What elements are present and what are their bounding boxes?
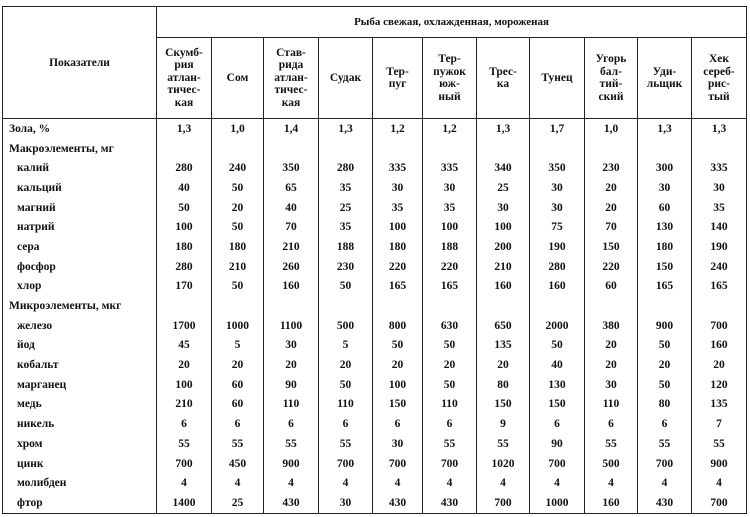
table-cell bbox=[373, 139, 423, 159]
table-cell: 430 bbox=[423, 493, 477, 513]
column-header: Судак bbox=[319, 38, 373, 119]
table-cell bbox=[212, 139, 264, 159]
table-cell: 20 bbox=[585, 198, 638, 218]
table-cell: 335 bbox=[692, 158, 747, 178]
table-cell bbox=[638, 139, 692, 159]
table-cell: 188 bbox=[423, 237, 477, 257]
table-cell: 900 bbox=[264, 454, 319, 474]
section-row bbox=[3, 296, 747, 316]
table-cell: 700 bbox=[373, 454, 423, 474]
table-cell: 180 bbox=[212, 237, 264, 257]
table-cell: 150 bbox=[373, 395, 423, 415]
table-cell: 180 bbox=[638, 237, 692, 257]
table-cell: 1700 bbox=[157, 316, 212, 336]
table-cell: 450 bbox=[212, 454, 264, 474]
table-cell: 30 bbox=[530, 198, 585, 218]
table-cell: 160 bbox=[530, 277, 585, 297]
table-cell: 40 bbox=[157, 178, 212, 198]
row-label: марганец bbox=[3, 375, 157, 395]
table-cell: 130 bbox=[638, 217, 692, 237]
row-label: железо bbox=[3, 316, 157, 336]
table-cell: 700 bbox=[638, 454, 692, 474]
table-cell: 1020 bbox=[477, 454, 530, 474]
section-label: Микроэлементы, мкг bbox=[3, 296, 157, 316]
table-cell bbox=[692, 296, 747, 316]
table-cell: 100 bbox=[157, 217, 212, 237]
section-row bbox=[3, 119, 747, 139]
table-cell: 220 bbox=[585, 257, 638, 277]
table-row bbox=[3, 414, 747, 434]
table-cell: 4 bbox=[585, 473, 638, 493]
table-cell: 30 bbox=[423, 178, 477, 198]
table-cell: 75 bbox=[530, 217, 585, 237]
table-cell: 50 bbox=[638, 336, 692, 356]
table-cell: 50 bbox=[319, 375, 373, 395]
table-row bbox=[3, 454, 747, 474]
header-indicators: Показатели bbox=[3, 7, 157, 119]
table-cell: 150 bbox=[477, 395, 530, 415]
table-cell: 165 bbox=[373, 277, 423, 297]
table-cell: 50 bbox=[373, 336, 423, 356]
table-cell: 700 bbox=[319, 454, 373, 474]
table-cell: 135 bbox=[692, 395, 747, 415]
table-cell: 70 bbox=[585, 217, 638, 237]
table-cell bbox=[423, 139, 477, 159]
table-cell: 160 bbox=[264, 277, 319, 297]
table-cell: 6 bbox=[212, 414, 264, 434]
table-cell bbox=[638, 296, 692, 316]
table-cell: 60 bbox=[638, 198, 692, 218]
table-cell: 20 bbox=[319, 355, 373, 375]
section-label: Макроэлементы, мг bbox=[3, 139, 157, 159]
table-cell: 50 bbox=[423, 336, 477, 356]
table-cell: 500 bbox=[585, 454, 638, 474]
table-cell: 50 bbox=[423, 375, 477, 395]
table-cell: 110 bbox=[319, 395, 373, 415]
table-cell: 210 bbox=[157, 395, 212, 415]
row-label: медь bbox=[3, 395, 157, 415]
table-cell: 20 bbox=[477, 355, 530, 375]
table-cell: 220 bbox=[373, 257, 423, 277]
table-cell: 4 bbox=[423, 473, 477, 493]
table-cell: 6 bbox=[373, 414, 423, 434]
table-row bbox=[3, 355, 747, 375]
table-cell: 350 bbox=[264, 158, 319, 178]
table-body bbox=[3, 119, 747, 514]
table-cell: 190 bbox=[530, 237, 585, 257]
table-cell: 6 bbox=[157, 414, 212, 434]
row-label: кобальт bbox=[3, 355, 157, 375]
table-cell: 120 bbox=[692, 375, 747, 395]
table-row bbox=[3, 257, 747, 277]
table-cell: 60 bbox=[212, 375, 264, 395]
column-header: Скумб- рия атлан- тичес- кая bbox=[157, 38, 212, 119]
table-cell: 6 bbox=[530, 414, 585, 434]
table-cell: 6 bbox=[585, 414, 638, 434]
table-cell: 100 bbox=[477, 217, 530, 237]
table-cell: 430 bbox=[638, 493, 692, 513]
table-cell: 280 bbox=[530, 257, 585, 277]
table-cell: 210 bbox=[264, 237, 319, 257]
table-cell: 50 bbox=[157, 198, 212, 218]
section-label: Зола, % bbox=[3, 119, 157, 139]
table-cell: 20 bbox=[212, 355, 264, 375]
table-row bbox=[3, 473, 747, 493]
column-header: Став- рида атлан- тичес- кая bbox=[264, 38, 319, 119]
table-cell: 165 bbox=[423, 277, 477, 297]
table-cell: 430 bbox=[264, 493, 319, 513]
table-cell: 40 bbox=[530, 355, 585, 375]
table-cell: 350 bbox=[530, 158, 585, 178]
table-cell: 1,0 bbox=[585, 119, 638, 139]
table-cell: 50 bbox=[530, 336, 585, 356]
table-cell: 90 bbox=[264, 375, 319, 395]
column-header: Трес- ка bbox=[477, 38, 530, 119]
table-cell: 30 bbox=[638, 178, 692, 198]
table-cell: 80 bbox=[477, 375, 530, 395]
table-cell: 30 bbox=[585, 375, 638, 395]
row-label: йод bbox=[3, 336, 157, 356]
table-cell bbox=[264, 296, 319, 316]
table-cell: 65 bbox=[264, 178, 319, 198]
table-cell: 20 bbox=[212, 198, 264, 218]
row-label: фосфор bbox=[3, 257, 157, 277]
table-cell: 1,3 bbox=[692, 119, 747, 139]
table-cell: 55 bbox=[212, 434, 264, 454]
row-label: хром bbox=[3, 434, 157, 454]
table-row bbox=[3, 217, 747, 237]
table-cell: 1000 bbox=[530, 493, 585, 513]
table-cell bbox=[212, 296, 264, 316]
table-cell: 700 bbox=[530, 454, 585, 474]
table-cell: 1,2 bbox=[423, 119, 477, 139]
table-cell: 1400 bbox=[157, 493, 212, 513]
table-cell: 60 bbox=[585, 277, 638, 297]
table-cell bbox=[373, 296, 423, 316]
table-cell: 110 bbox=[423, 395, 477, 415]
table-cell: 20 bbox=[585, 336, 638, 356]
table-cell: 5 bbox=[319, 336, 373, 356]
table-cell: 800 bbox=[373, 316, 423, 336]
table-row bbox=[3, 395, 747, 415]
table-cell: 700 bbox=[157, 454, 212, 474]
table-cell: 230 bbox=[319, 257, 373, 277]
table-cell: 4 bbox=[157, 473, 212, 493]
table-cell bbox=[477, 296, 530, 316]
table-cell: 1,7 bbox=[530, 119, 585, 139]
table-cell: 1,0 bbox=[212, 119, 264, 139]
table-row bbox=[3, 316, 747, 336]
table-cell: 180 bbox=[373, 237, 423, 257]
table-cell bbox=[477, 139, 530, 159]
table-row bbox=[3, 375, 747, 395]
table-cell: 1,3 bbox=[319, 119, 373, 139]
table-cell: 160 bbox=[477, 277, 530, 297]
column-header: Тунец bbox=[530, 38, 585, 119]
table-cell: 50 bbox=[212, 178, 264, 198]
column-header: Сом bbox=[212, 38, 264, 119]
table-cell bbox=[264, 139, 319, 159]
table-cell: 210 bbox=[212, 257, 264, 277]
table-cell: 150 bbox=[585, 237, 638, 257]
table-cell: 260 bbox=[264, 257, 319, 277]
table-cell: 630 bbox=[423, 316, 477, 336]
table-cell: 430 bbox=[373, 493, 423, 513]
row-label: сера bbox=[3, 237, 157, 257]
table-cell: 55 bbox=[638, 434, 692, 454]
table-cell bbox=[585, 296, 638, 316]
table-cell: 20 bbox=[157, 355, 212, 375]
table-cell: 55 bbox=[264, 434, 319, 454]
table-cell: 700 bbox=[423, 454, 477, 474]
column-header: Угорь бал- тий- ский bbox=[585, 38, 638, 119]
row-label: фтор bbox=[3, 493, 157, 513]
table-cell: 100 bbox=[157, 375, 212, 395]
table-cell: 30 bbox=[319, 493, 373, 513]
table-cell: 4 bbox=[692, 473, 747, 493]
table-row bbox=[3, 158, 747, 178]
table-cell bbox=[319, 139, 373, 159]
table-cell: 700 bbox=[692, 316, 747, 336]
table-cell: 650 bbox=[477, 316, 530, 336]
table-cell: 1,3 bbox=[477, 119, 530, 139]
table-row bbox=[3, 277, 747, 297]
table-cell: 220 bbox=[423, 257, 477, 277]
table-cell: 9 bbox=[477, 414, 530, 434]
table-cell: 210 bbox=[477, 257, 530, 277]
table-row bbox=[3, 336, 747, 356]
table-cell: 170 bbox=[157, 277, 212, 297]
table-cell: 35 bbox=[692, 198, 747, 218]
table-cell: 150 bbox=[638, 257, 692, 277]
table-cell bbox=[530, 296, 585, 316]
table-cell bbox=[319, 296, 373, 316]
table-cell: 110 bbox=[585, 395, 638, 415]
row-label: никель bbox=[3, 414, 157, 434]
table-cell: 130 bbox=[530, 375, 585, 395]
table-cell: 50 bbox=[319, 277, 373, 297]
table-cell: 280 bbox=[157, 158, 212, 178]
table-cell: 1,3 bbox=[157, 119, 212, 139]
table-cell: 1100 bbox=[264, 316, 319, 336]
section-row bbox=[3, 139, 747, 159]
row-label: магний bbox=[3, 198, 157, 218]
table-cell: 4 bbox=[264, 473, 319, 493]
table-cell: 50 bbox=[638, 375, 692, 395]
table-cell: 55 bbox=[477, 434, 530, 454]
column-header: Уди- льщик bbox=[638, 38, 692, 119]
table-cell: 25 bbox=[319, 198, 373, 218]
table-cell: 6 bbox=[264, 414, 319, 434]
table-row bbox=[3, 198, 747, 218]
table-cell: 25 bbox=[477, 178, 530, 198]
table-cell: 110 bbox=[264, 395, 319, 415]
table-cell: 700 bbox=[477, 493, 530, 513]
table-cell: 1,4 bbox=[264, 119, 319, 139]
table-cell: 188 bbox=[319, 237, 373, 257]
table-cell: 20 bbox=[638, 355, 692, 375]
table-cell: 100 bbox=[423, 217, 477, 237]
table-cell: 1000 bbox=[212, 316, 264, 336]
table-cell: 300 bbox=[638, 158, 692, 178]
table-cell: 190 bbox=[692, 237, 747, 257]
table-cell bbox=[585, 139, 638, 159]
table-cell: 900 bbox=[638, 316, 692, 336]
table-cell: 30 bbox=[692, 178, 747, 198]
table-cell: 150 bbox=[530, 395, 585, 415]
table-row bbox=[3, 178, 747, 198]
table-cell: 500 bbox=[319, 316, 373, 336]
table-cell: 35 bbox=[319, 217, 373, 237]
table-cell bbox=[423, 296, 477, 316]
table-cell: 50 bbox=[212, 277, 264, 297]
table-cell: 4 bbox=[638, 473, 692, 493]
table-cell: 7 bbox=[692, 414, 747, 434]
table-cell: 700 bbox=[692, 493, 747, 513]
row-label: натрий bbox=[3, 217, 157, 237]
header-row-group bbox=[3, 7, 747, 38]
table-cell: 55 bbox=[423, 434, 477, 454]
table-cell: 80 bbox=[638, 395, 692, 415]
table-cell: 50 bbox=[212, 217, 264, 237]
table-cell: 5 bbox=[212, 336, 264, 356]
table-cell: 25 bbox=[212, 493, 264, 513]
table-cell: 200 bbox=[477, 237, 530, 257]
table-row bbox=[3, 493, 747, 513]
table-cell: 35 bbox=[319, 178, 373, 198]
column-header: Тер- пужок юж- ный bbox=[423, 38, 477, 119]
table-cell: 6 bbox=[319, 414, 373, 434]
table-cell: 45 bbox=[157, 336, 212, 356]
table-row bbox=[3, 237, 747, 257]
table-cell: 160 bbox=[585, 493, 638, 513]
table-cell: 70 bbox=[264, 217, 319, 237]
table-cell bbox=[530, 139, 585, 159]
table-cell: 55 bbox=[585, 434, 638, 454]
table-cell: 20 bbox=[264, 355, 319, 375]
table-cell: 35 bbox=[423, 198, 477, 218]
row-label: молибден bbox=[3, 473, 157, 493]
table-cell: 280 bbox=[157, 257, 212, 277]
table-cell: 2000 bbox=[530, 316, 585, 336]
table-cell: 340 bbox=[477, 158, 530, 178]
table-cell: 900 bbox=[692, 454, 747, 474]
table-cell: 240 bbox=[212, 158, 264, 178]
table-cell: 165 bbox=[692, 277, 747, 297]
table-cell: 20 bbox=[585, 355, 638, 375]
table-cell bbox=[157, 296, 212, 316]
table-cell: 55 bbox=[157, 434, 212, 454]
table-cell bbox=[692, 139, 747, 159]
table-cell: 100 bbox=[373, 217, 423, 237]
table-cell: 4 bbox=[373, 473, 423, 493]
table-cell: 55 bbox=[319, 434, 373, 454]
table-cell: 55 bbox=[692, 434, 747, 454]
table-cell: 20 bbox=[585, 178, 638, 198]
row-label: калий bbox=[3, 158, 157, 178]
table-cell: 6 bbox=[423, 414, 477, 434]
table-cell: 6 bbox=[638, 414, 692, 434]
table-cell: 4 bbox=[319, 473, 373, 493]
table-cell: 240 bbox=[692, 257, 747, 277]
column-header: Хек сереб- рис- тый bbox=[692, 38, 747, 119]
table-cell: 30 bbox=[373, 434, 423, 454]
table-cell: 1,3 bbox=[638, 119, 692, 139]
table-cell: 165 bbox=[638, 277, 692, 297]
table-cell: 20 bbox=[423, 355, 477, 375]
table-row bbox=[3, 434, 747, 454]
table-cell: 4 bbox=[530, 473, 585, 493]
row-label: хлор bbox=[3, 277, 157, 297]
table-cell: 4 bbox=[212, 473, 264, 493]
table-cell: 20 bbox=[373, 355, 423, 375]
table-cell: 335 bbox=[423, 158, 477, 178]
table-cell: 100 bbox=[373, 375, 423, 395]
table-cell: 380 bbox=[585, 316, 638, 336]
header-fish-group: Рыба свежая, охлажденная, мороженая bbox=[157, 7, 747, 38]
table-cell: 140 bbox=[692, 217, 747, 237]
table-cell bbox=[157, 139, 212, 159]
table-cell: 230 bbox=[585, 158, 638, 178]
table-cell: 280 bbox=[319, 158, 373, 178]
table-cell: 40 bbox=[264, 198, 319, 218]
table-cell: 30 bbox=[373, 178, 423, 198]
table-cell: 30 bbox=[264, 336, 319, 356]
row-label: цинк bbox=[3, 454, 157, 474]
table-cell: 4 bbox=[477, 473, 530, 493]
table-cell: 160 bbox=[692, 336, 747, 356]
table-cell: 135 bbox=[477, 336, 530, 356]
row-label: кальций bbox=[3, 178, 157, 198]
table-cell: 20 bbox=[692, 355, 747, 375]
fish-minerals-table bbox=[2, 6, 747, 514]
table-cell: 30 bbox=[530, 178, 585, 198]
table-cell: 180 bbox=[157, 237, 212, 257]
minerals-table-wrapper bbox=[2, 6, 747, 514]
table-cell: 60 bbox=[212, 395, 264, 415]
table-cell: 1,2 bbox=[373, 119, 423, 139]
table-cell: 30 bbox=[477, 198, 530, 218]
column-header: Тер- пуг bbox=[373, 38, 423, 119]
table-cell: 35 bbox=[373, 198, 423, 218]
table-cell: 335 bbox=[373, 158, 423, 178]
table-cell: 90 bbox=[530, 434, 585, 454]
